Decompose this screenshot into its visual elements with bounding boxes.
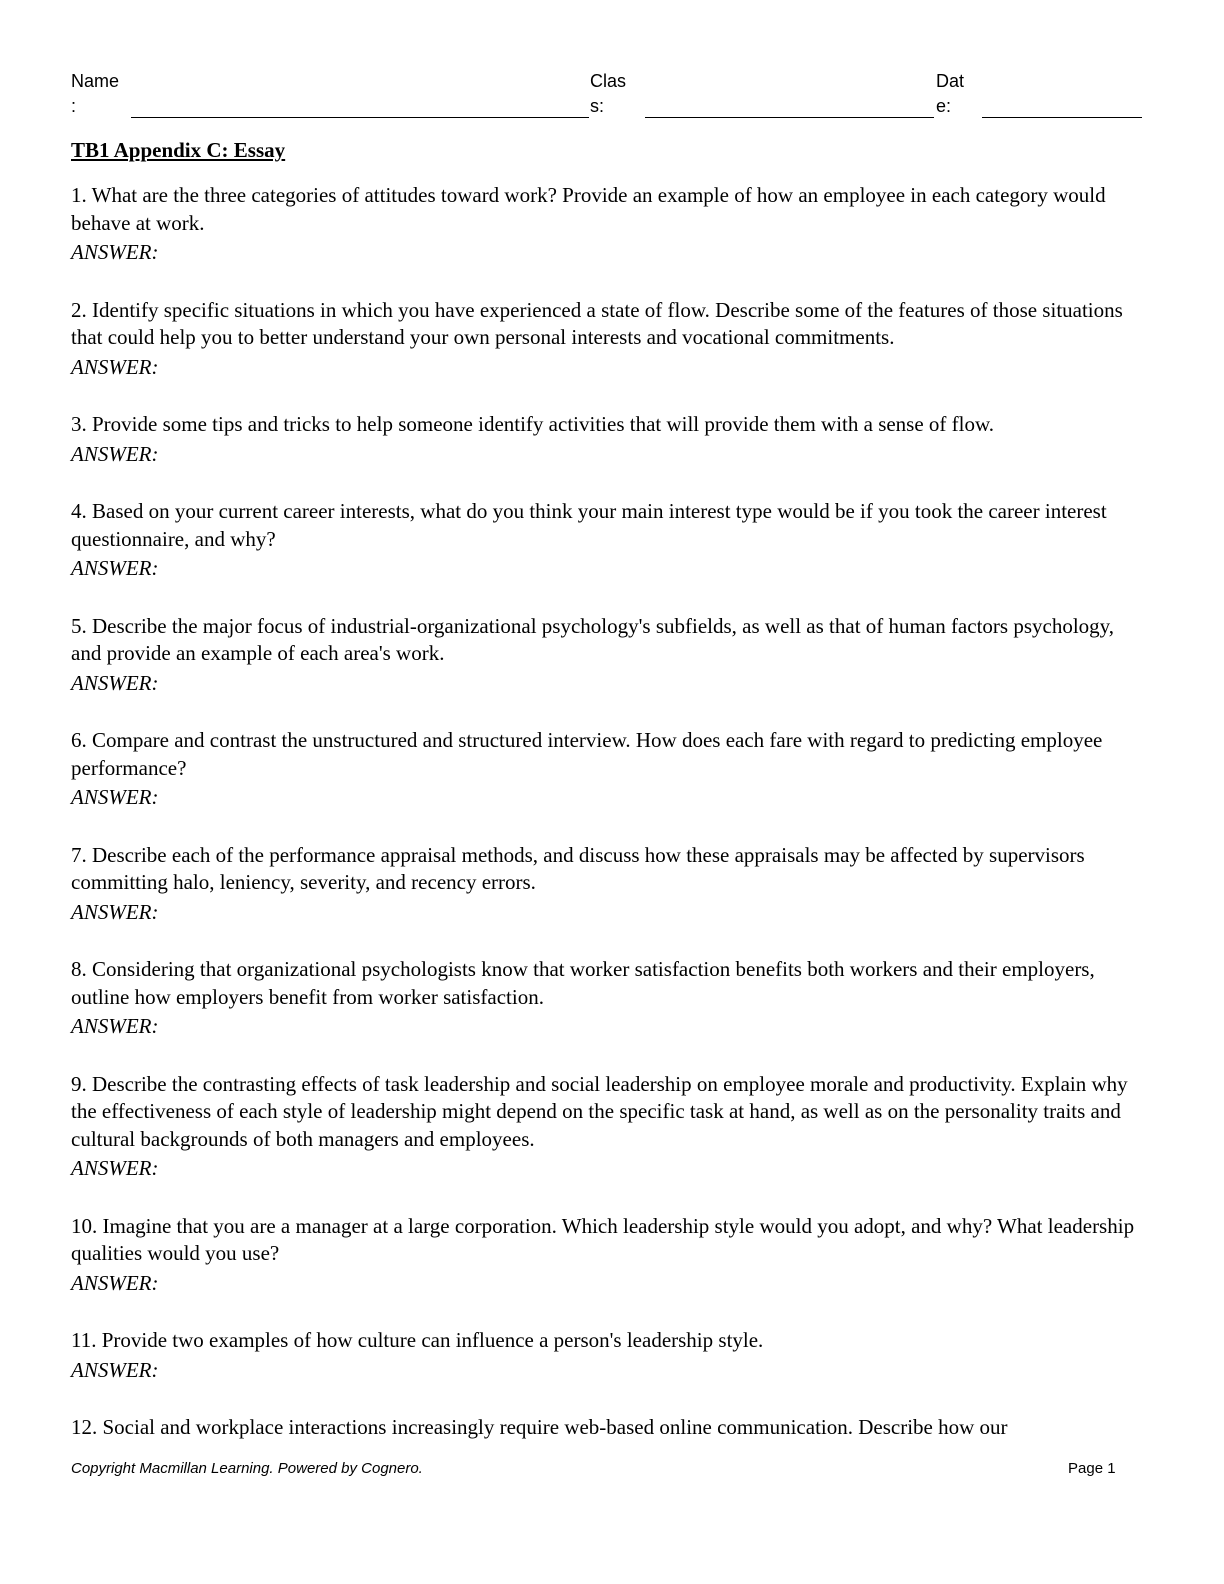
question-item: [71, 411, 1146, 469]
question-text: 1. What are the three categories of attitudes toward work? Provide an example of how an employee in each category would behave at work.: [71, 183, 1106, 235]
name-label-colon: :: [71, 96, 77, 116]
question-item: [71, 727, 1146, 812]
answer-label: ANSWER:: [71, 354, 159, 379]
answer-label: ANSWER:: [71, 1014, 159, 1038]
question-text: 9. Describe the contrasting effects of task leadership and social leadership on employee morale and productivity. Explain why the effectiveness of each style of leadership might depend on the specific task at hand, as well as on the personality traits and cultural backgrounds of both managers and employees.: [71, 1071, 1128, 1151]
question-text: 12. Social and workplace interactions increasingly require web-based online communication. Describe how our: [71, 1415, 1008, 1439]
question-item: [71, 842, 1146, 927]
question-item: [71, 498, 1146, 583]
question-item: [71, 956, 1146, 1041]
class-label: Clas: [590, 71, 627, 91]
question-text: 5. Describe the major focus of industrial-organizational psychology's subfields, as well as that of human factors psychology, and provide an example of each area's work.: [71, 613, 1115, 665]
name-field: [71, 71, 591, 121]
class-label-suffix: s:: [590, 96, 605, 116]
answer-label: ANSWER:: [71, 785, 159, 809]
question-item: [71, 1071, 1146, 1184]
question-item: [71, 613, 1146, 698]
answer-label: ANSWER:: [71, 670, 159, 695]
answer-label: ANSWER:: [71, 1156, 159, 1180]
question-item: [71, 297, 1146, 382]
answer-label: ANSWER:: [71, 556, 159, 580]
copyright-text: Copyright Macmillan Learning. Powered by Cognero.: [71, 1460, 423, 1477]
question-item: [71, 1213, 1146, 1298]
date-label: Dat: [936, 71, 965, 91]
name-label: Name: [71, 71, 120, 91]
question-text: 6. Compare and contrast the unstructured and structured interview. How does each fare with regard to predicting employee performance?: [71, 728, 1103, 780]
question-text: 2. Identify specific situations in which you have experienced a state of flow. Describe some of the features of those situations that could help you to better understand your own personal interests and vocational commitments.: [71, 297, 1123, 349]
question-item: [71, 1414, 1146, 1442]
answer-label: ANSWER:: [71, 1357, 159, 1382]
question-text: 3. Provide some tips and tricks to help someone identify activities that will provide them with a sense of flow.: [71, 412, 995, 436]
question-item: [71, 182, 1146, 267]
question-text: 8. Considering that organizational psychologists know that worker satisfaction benefits both workers and their employers, outline how employers benefit from worker satisfaction.: [71, 957, 1095, 1009]
question-text: 7. Describe each of the performance appraisal methods, and discuss how these appraisals may be affected by supervisors committing halo, leniency, severity, and recency errors.: [71, 842, 1085, 894]
date-label-suffix: e:: [936, 96, 952, 116]
answer-label: ANSWER:: [71, 1270, 159, 1295]
question-text: 4. Based on your current career interests, what do you think your main interest type would be if you took the career interest questionnaire, and why?: [71, 499, 1107, 551]
question-item: [71, 1327, 1146, 1385]
date-field: [936, 71, 1142, 121]
name-blank-line[interactable]: [131, 117, 589, 118]
question-list: [71, 182, 1146, 1471]
page-number: Page 1: [1068, 1460, 1116, 1477]
class-blank-line[interactable]: [645, 117, 934, 118]
answer-label: ANSWER:: [71, 240, 159, 264]
date-blank-line[interactable]: [982, 117, 1142, 118]
class-field: [590, 71, 935, 121]
answer-label: ANSWER:: [71, 441, 159, 466]
document-title: TB1 Appendix C: Essay: [71, 138, 286, 162]
question-text: 11. Provide two examples of how culture can influence a person's leadership style.: [71, 1328, 764, 1352]
answer-label: ANSWER:: [71, 899, 159, 924]
question-text: 10. Imagine that you are a manager at a large corporation. Which leadership style would you adopt, and why? What leadership qualities would you use?: [71, 1213, 1135, 1265]
